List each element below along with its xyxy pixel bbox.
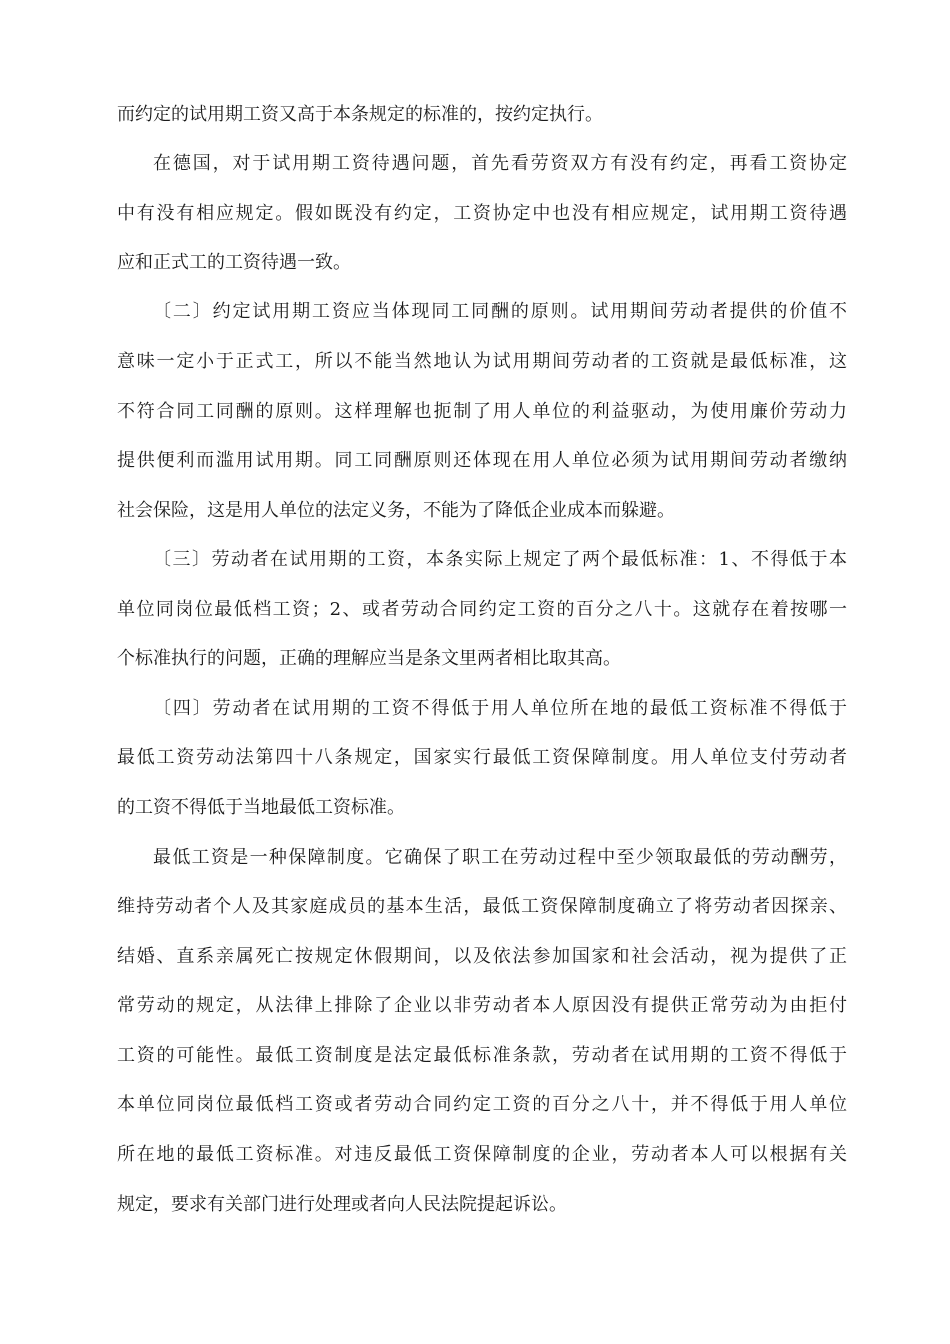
text-line: 规定，要求有关部门进行处理或者向人民法院提起诉讼。 <box>117 1194 567 1215</box>
text-line: 提供便利而滥用试用期。同工同酬原则还体现在用人单位必须为试用期间劳动者缴纳 <box>117 450 847 471</box>
text-line: 本单位同岗位最低档工资或者劳动合同约定工资的百分之八十，并不得低于用人单位 <box>117 1094 847 1115</box>
text-line: 最低工资劳动法第四十八条规定，国家实行最低工资保障制度。用人单位支付劳动者 <box>117 747 847 768</box>
text-line: 维持劳动者个人及其家庭成员的基本生活，最低工资保障制度确立了将劳动者因探亲、 <box>117 896 847 917</box>
text-line: 中有没有相应规定。假如既没有约定，工资协定中也没有相应规定，试用期工资待遇 <box>117 203 847 224</box>
text-line: 社会保险，这是用人单位的法定义务，不能为了降低企业成本而躲避。 <box>117 500 675 521</box>
text-line: 的工资不得低于当地最低工资标准。 <box>117 797 405 818</box>
text-line: 不符合同工同酬的原则。这样理解也扼制了用人单位的利益驱动，为使用廉价劳动力 <box>117 401 847 422</box>
paragraph-first-line: 最低工资是一种保障制度。它确保了职工在劳动过程中至少领取最低的劳动酬劳， <box>153 847 847 868</box>
paragraph-first-line: 〔四〕劳动者在试用期的工资不得低于用人单位所在地的最低工资标准不得低于 <box>153 698 847 719</box>
text-line: 工资的可能性。最低工资制度是法定最低标准条款，劳动者在试用期的工资不得低于 <box>117 1045 847 1066</box>
text-line: 常劳动的规定，从法律上排除了企业以非劳动者本人原因没有提供正常劳动为由拒付 <box>117 995 847 1016</box>
paragraph-first-line: 在德国，对于试用期工资待遇问题，首先看劳资双方有没有约定，再看工资协定 <box>153 153 847 174</box>
text-line: 应和正式工的工资待遇一致。 <box>117 252 351 273</box>
paragraph-first-line: 〔二〕约定试用期工资应当体现同工同酬的原则。试用期间劳动者提供的价值不 <box>153 301 847 322</box>
paragraph-first-line: 〔三〕劳动者在试用期的工资，本条实际上规定了两个最低标准：1、不得低于本 <box>153 549 847 570</box>
text-line: 所在地的最低工资标准。对违反最低工资保障制度的企业，劳动者本人可以根据有关 <box>117 1144 847 1165</box>
text-line: 单位同岗位最低档工资；2、或者劳动合同约定工资的百分之八十。这就存在着按哪一 <box>117 599 847 620</box>
text-line: 个标准执行的问题，正确的理解应当是条文里两者相比取其高。 <box>117 648 621 669</box>
text-line: 意味一定小于正式工，所以不能当然地认为试用期间劳动者的工资就是最低标准，这 <box>117 351 847 372</box>
text-line: 结婚、直系亲属死亡按规定休假期间，以及依法参加国家和社会活动，视为提供了正 <box>117 946 847 967</box>
text-line: 而约定的试用期工资又高于本条规定的标准的，按约定执行。 <box>117 104 603 125</box>
